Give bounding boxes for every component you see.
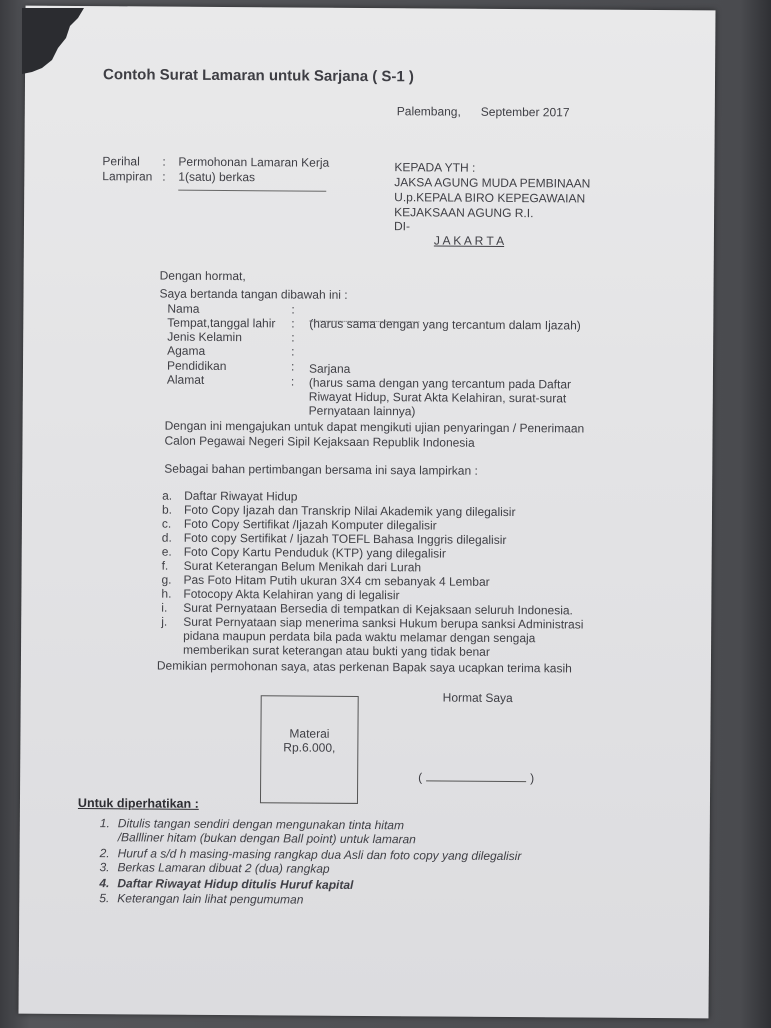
field-colon: : — [290, 359, 295, 374]
notes-title: Untuk diperhatikan : — [77, 795, 199, 811]
attachment-item-cont: memberikan surat keterangan atau bukti yang tidak benar — [182, 642, 490, 659]
note-number: 2. — [99, 846, 110, 861]
header-rule — [178, 190, 326, 192]
recipient-line-5: DI- — [393, 219, 411, 234]
signature-close: ) — [530, 771, 535, 786]
paragraph-1-line-2: Calon Pegawai Negeri Sipil Kejaksaan Republik Indonesia — [164, 433, 475, 450]
recipient-line-4: KEJAKSAAN AGUNG R.I. — [394, 205, 534, 221]
lampiran-value: 1(satu) berkas — [178, 169, 256, 185]
attachment-item: Surat Pernyataan Bersedia di tempatkan di Kejaksaan seluruh Indonesia. — [183, 600, 573, 618]
signature-blank — [426, 780, 526, 782]
recipient-line-2: JAKSA AGUNG MUDA PEMBINAAN — [394, 175, 591, 191]
field-value-alamat-cont: Riwayat Hidup, Surat Akta Kelahiran, surat-surat — [308, 389, 567, 406]
signature-open: ( — [418, 770, 423, 785]
note-item: Huruf a s/d h masing-masing rangkap dua Asli dan foto copy yang dilegalisir — [117, 846, 522, 864]
recipient-city: J A K A R T A — [433, 233, 505, 248]
field-value-alamat-cont: Pernyataan lainnya) — [308, 403, 416, 419]
attachment-letter: g. — [161, 572, 172, 587]
torn-corner — [22, 8, 92, 78]
note-number: 1. — [99, 816, 110, 831]
attachment-letter: h. — [161, 586, 172, 601]
torn-corner-shape — [22, 8, 92, 78]
field-value-pendidikan: Sarjana — [308, 361, 351, 376]
attachment-item-cont: pidana maupun perdata bila pada waktu melamar dengan sengaja — [183, 628, 536, 646]
letter-paper — [18, 6, 715, 1019]
note-item: Berkas Lamaran dibuat 2 (dua) rangkap — [117, 860, 330, 876]
lampiran-label: Lampiran — [102, 169, 153, 184]
attachment-letter: e. — [161, 544, 172, 559]
paragraph-2: Sebagai bahan pertimbangan bersama ini saya lampirkan : — [164, 461, 478, 478]
recipient-line-1: KEPADA YTH : — [394, 160, 476, 175]
field-label-pendidikan: Pendidikan — [166, 358, 227, 374]
note-number: 5. — [99, 891, 110, 906]
attachment-item: Pas Foto Hitam Putih ukuran 3X4 cm sebanyak 4 Lembar — [183, 572, 490, 589]
greeting: Dengan hormat, — [159, 268, 246, 284]
note-item: Keterangan lain lihat pengumuman — [117, 891, 304, 907]
materai-line-2: Rp.6.000, — [283, 740, 336, 755]
intro: Saya bertanda tangan dibawah ini : — [159, 286, 348, 302]
date: September 2017 — [480, 104, 570, 120]
field-colon: : — [291, 302, 295, 317]
attachment-item: Fotocopy Akta Kelahiran yang di legalisir — [183, 586, 400, 603]
attachment-letter: i. — [161, 600, 168, 615]
lampiran-colon: : — [162, 169, 166, 184]
attachment-letter: f. — [161, 558, 169, 573]
field-label-agama: Agama — [167, 343, 206, 358]
attachment-letter: j. — [161, 614, 168, 629]
attachment-item: Foto Copy Kartu Penduduk (KTP) yang dilegalisir — [183, 544, 446, 561]
place: Palembang, — [396, 104, 461, 119]
signature-line — [418, 770, 534, 785]
perihal-colon: : — [162, 154, 166, 169]
field-label-nama: Nama — [167, 301, 200, 316]
field-colon: : — [291, 344, 295, 359]
field-colon: : — [291, 316, 295, 331]
note-number: 3. — [99, 860, 110, 875]
paragraph-1-line-1: Dengan ini mengajukan untuk dapat mengikuti ujian penyaringan / Penerimaan — [164, 418, 585, 436]
attachment-item: Surat Keterangan Belum Menikah dari Lurah — [183, 558, 422, 575]
note-number: 4. — [99, 876, 110, 891]
recipient-line-3: U.p.KEPALA BIRO KEPEGAWAIAN — [394, 190, 586, 206]
materai-box — [260, 695, 359, 804]
field-label-alamat: Alamat — [166, 372, 205, 387]
attachment-item: Foto Copy Sertifikat /Ijazah Komputer dilegalisir — [183, 516, 437, 533]
field-colon: : — [291, 330, 295, 345]
attachment-letter: b. — [161, 502, 173, 517]
signoff: Hormat Saya — [442, 690, 513, 706]
closing-sentence: Demikian permohonan saya, atas perkenan Bapak saya ucapkan terima kasih — [156, 658, 572, 676]
attachment-letter: a. — [162, 488, 173, 503]
note-item: Ditulis tangan sendiri dengan mengunakan tinta hitam — [117, 816, 405, 833]
attachment-letter: c. — [161, 516, 172, 531]
note-item: Daftar Riwayat Hidup ditulis Huruf kapital — [117, 876, 354, 892]
attachment-item: Surat Pernyataan siap menerima sanksi Hukum berupa sanksi Administrasi — [183, 614, 584, 632]
page-title: Contoh Surat Lamaran untuk Sarjana ( S-1 ) — [102, 66, 414, 86]
field-colon: : — [290, 374, 295, 389]
field-value-ttl: (harus sama dengan yang tercantum dalam Ijazah) — [309, 316, 581, 333]
attachment-item: Foto Copy Ijazah dan Transkrip Nilai Akademik yang dilegalisir — [183, 502, 516, 520]
field-value-alamat: (harus sama dengan yang tercantum pada Daftar — [308, 375, 572, 392]
materai-line-1: Materai — [289, 726, 330, 741]
perihal-label: Perihal — [102, 154, 140, 169]
attachment-letter: d. — [161, 530, 172, 545]
field-label-ttl: Tempat,tanggal lahir — [167, 315, 276, 331]
perihal-value: Permohonan Lamaran Kerja — [178, 154, 330, 170]
attachment-item: Foto copy Sertifikat / Ijazah TOEFL Bahasa Inggris dilegalisir — [183, 530, 507, 547]
note-item: /Ballliner hitam (bukan dengan Ball point) untuk lamaran — [117, 830, 416, 847]
field-label-jenis-kelamin: Jenis Kelamin — [167, 329, 242, 345]
attachment-item: Daftar Riwayat Hidup — [184, 488, 298, 504]
